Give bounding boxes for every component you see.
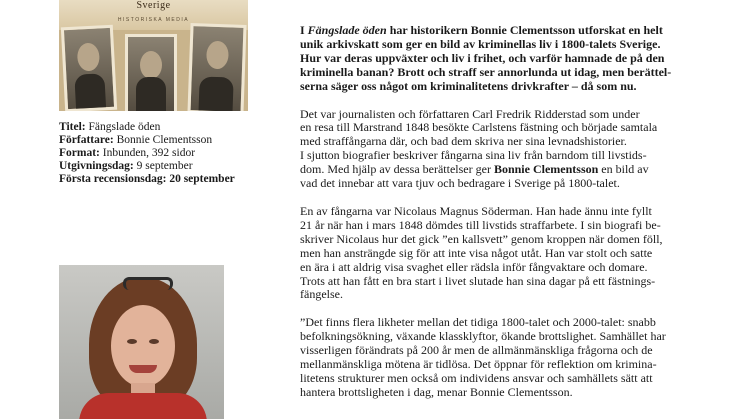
meta-title-row: Titel: Fängslade öden <box>59 121 161 133</box>
paragraph-soderman: En av fångarna var Nicolaus Magnus Söderman. Han hade ännu inte fyllt 21 år när han i mars 1848 dömdes till livstids straffarbete. I sin biografi be- skriver Nicolaus hur det gick ”en kallsvett” genom kroppen när domen föll, men han ansträngde sig för att inte visa något utåt. Han var stolt och satte en ära i att aldrig visa svaghet eller rädsla inför fångvaktare och domare. Trots att han fått en bra start i livet slutade han sina dagar på ett fästnings- fängelse. <box>300 203 663 302</box>
author-name-bold: Bonnie Clementsson <box>493 162 599 177</box>
paragraph-quote: ”Det finns flera likheter mellan det tidiga 1800-talet och 2000-talet: snabb befolkningsökning, växande klassklyftor, ökande brottslighet. Samhället har visserligen förändrats på 200 år men de allmänmänskliga frågorna och de mellanmänskliga mötena är tidlösa. Det öppnar för reflektion om krimina- litetens strukturer men också om individens ansvar och samhällets sätt att hantera brottsligheten i dag, menar Bonnie Clementsson. <box>300 315 666 399</box>
cover-portrait-right <box>187 23 246 111</box>
meta-author-row: Författare: Bonnie Clementsson <box>59 134 213 146</box>
book-title-italic: Fängslade öden <box>307 23 387 37</box>
cover-title-text: Sverige <box>136 0 171 11</box>
article-body <box>300 24 710 414</box>
cover-portrait-left <box>61 25 117 111</box>
cover-portrait-middle <box>125 34 177 111</box>
meta-release-row: Utgivningsdag: 9 september <box>59 160 193 172</box>
paragraph-ridderstad: Det var journalisten och författaren Carl Fredrik Ridderstad som under en resa till Marstrand 1848 besökte Carlstens fästning och började samtala med straffångarna där, och bad dem skriva ner sina levnadshistorier. I sjutton biografier beskriver fångarna sina liv från barndom till livstids- dom. Med hjälp av dessa berättelser ger Bonnie Clementsson en bild av vad det innebar att vara tjuv och bedragare i Sverige på 1800-talet. <box>300 106 658 191</box>
intro-paragraph: I Fängslade öden har historikern Bonnie Clementsson utforskat en helt unik arkivskatt som ger en bild av kriminellas liv i 1800-talets Sverige. Hur var deras uppväxter och liv i frihet, och varför hamnade de på den kriminella banan? Brott och straff ser annorlunda ut idag, men berättel- serna säger oss något om kriminalitetens drivkrafter – då som nu. <box>300 23 672 93</box>
meta-review-row: Första recensionsdag: 20 september <box>59 173 235 185</box>
book-cover-image <box>59 0 248 111</box>
book-metadata <box>59 121 259 186</box>
sunglasses-icon <box>123 277 173 290</box>
author-photo <box>59 265 224 419</box>
meta-format-row: Format: Inbunden, 392 sidor <box>59 147 196 159</box>
cover-publisher-text: HISTORISKA MEDIA <box>117 17 190 23</box>
